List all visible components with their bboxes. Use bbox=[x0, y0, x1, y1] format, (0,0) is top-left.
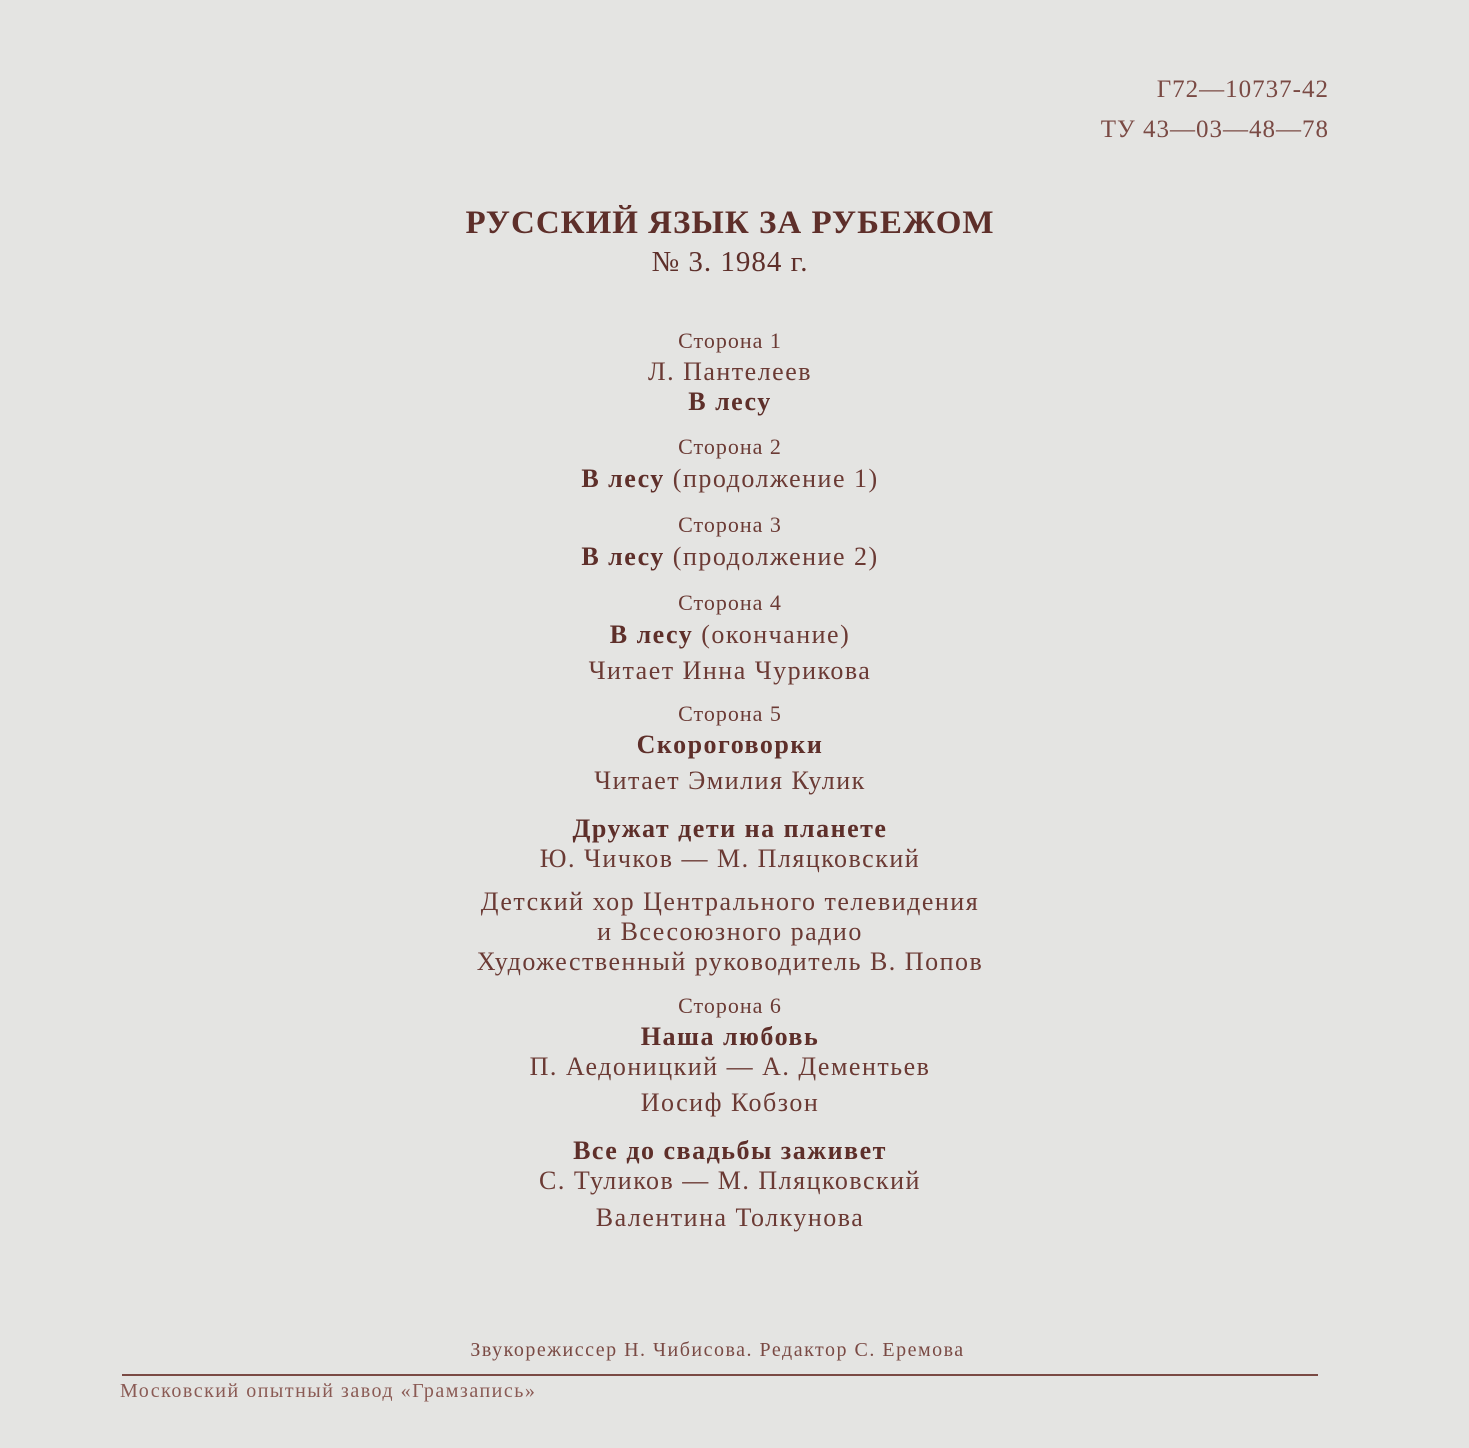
side-3-track bbox=[430, 542, 1030, 572]
side-4-note: (окончание) bbox=[701, 620, 851, 649]
side-5-performer-line-1: Детский хор Центрального телевидения bbox=[480, 887, 980, 916]
side-3-note: (продолжение 2) bbox=[672, 542, 879, 571]
side-4-track bbox=[430, 620, 1030, 650]
side-6-song-1-title: Наша любовь bbox=[640, 1022, 820, 1051]
side-3-label: Сторона 3 bbox=[678, 512, 782, 537]
side-2-track bbox=[430, 464, 1030, 494]
side-1-label: Сторона 1 bbox=[678, 328, 782, 353]
side-5-performer-line-3: Художественный руководитель В. Попов bbox=[476, 947, 984, 976]
side-1-work: В лесу bbox=[688, 387, 772, 416]
side-6-song-1-performer: Иосиф Кобзон bbox=[640, 1088, 820, 1117]
side-5-song-authors: Ю. Чичков — М. Пляцковский bbox=[539, 844, 921, 873]
production-credits: Звукорежиссер Н. Чибисова. Редактор С. Еремова bbox=[470, 1339, 965, 1361]
album-title: РУССКИЙ ЯЗЫК ЗА РУБЕЖОМ bbox=[465, 205, 995, 241]
side-5-performer-line-2: и Всесоюзного радио bbox=[597, 917, 863, 946]
side-2-work: В лесу bbox=[581, 464, 665, 493]
side-1-author: Л. Пантелеев bbox=[647, 357, 813, 386]
side-5-song-title: Дружат дети на планете bbox=[572, 814, 888, 843]
manufacturer-line: Московский опытный завод «Грамзапись» bbox=[120, 1380, 537, 1402]
footer-divider bbox=[122, 1374, 1318, 1376]
side-3-work: В лесу bbox=[581, 542, 665, 571]
side-5-reader: Читает Эмилия Кулик bbox=[594, 766, 866, 795]
catalog-codes bbox=[1101, 70, 1329, 150]
side-4-label: Сторона 4 bbox=[678, 590, 782, 615]
side-6-song-2-title: Все до свадьбы заживет bbox=[573, 1136, 887, 1165]
side-4-reader: Читает Инна Чурикова bbox=[588, 656, 872, 685]
side-2-label: Сторона 2 bbox=[678, 434, 782, 459]
side-6-song-2-performer: Валентина Толкунова bbox=[595, 1203, 865, 1232]
side-6-song-2-authors: С. Туликов — М. Пляцковский bbox=[539, 1166, 921, 1195]
side-5-label: Сторона 5 bbox=[678, 701, 782, 726]
issue-number: № 3. 1984 г. bbox=[651, 246, 809, 278]
side-6-song-1-authors: П. Аедоницкий — А. Дементьев bbox=[529, 1052, 931, 1081]
side-6-label: Сторона 6 bbox=[678, 993, 782, 1018]
catalog-number: Г72—10737-42 bbox=[1156, 76, 1329, 103]
side-5-work: Скороговорки bbox=[636, 730, 824, 759]
side-4-work: В лесу bbox=[609, 620, 694, 649]
side-2-note: (продолжение 1) bbox=[672, 464, 879, 493]
technical-standard: ТУ 43—03—48—78 bbox=[1100, 116, 1329, 143]
